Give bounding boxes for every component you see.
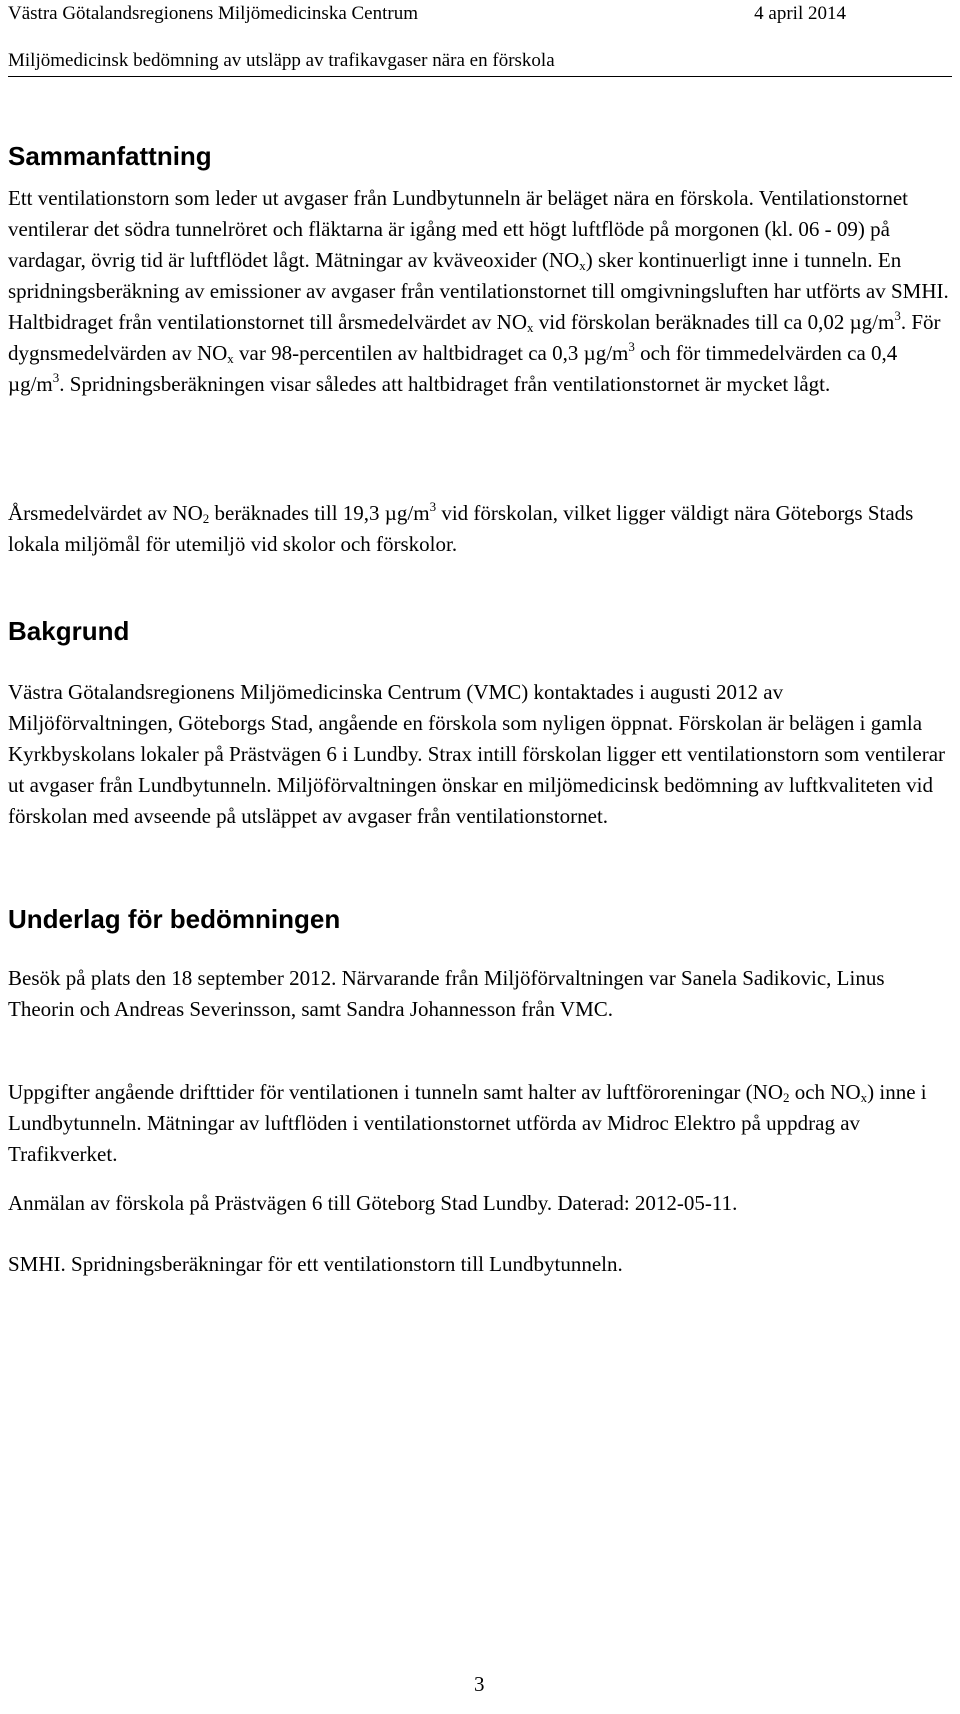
header-organization: Västra Götalandsregionens Miljömedicinska Centrum (8, 3, 418, 24)
text-run: . Spridningsberäkningen visar således att haltbidraget från ventilationstornet är mycket lågt. (59, 372, 831, 396)
underlag-paragraph-3: Anmälan av förskola på Prästvägen 6 till Göteborg Stad Lundby. Daterad: 2012-05-11. (8, 1191, 738, 1215)
header-rule (8, 76, 952, 77)
sammanfattning-paragraph-1 (8, 183, 952, 400)
page-number: 3 (474, 1672, 485, 1696)
underlag-paragraph-1: Besök på plats den 18 september 2012. Närvarande från Miljöförvaltningen var Sanela Sadikovic, Linus Theorin och Andreas Severinsson, samt Sandra Johannesson från VMC. (8, 966, 885, 1021)
header-date: 4 april 2014 (754, 3, 846, 24)
bakgrund-paragraph: Västra Götalandsregionens Miljömedicinska Centrum (VMC) kontaktades i augusti 2012 av Miljöförvaltningen, Göteborgs Stad, angående en förskola som nyligen öppnat. Förskolan är belägen i gamla Kyrkbyskolans lokaler på Prästvägen 6 i Lundby. Strax intill förskolan ligger ett ventilationstorn som ventilerar ut avgaser från Lundbytunneln. Miljöförvaltningen önskar en miljömedicinsk bedömning av luftkvaliteten vid förskolan med avseende på utsläppet av avgaser från ventilationstornet. (8, 680, 946, 828)
subscript: 2 (202, 511, 210, 526)
subscript: x (527, 320, 534, 335)
subscript: 2 (782, 1090, 790, 1105)
header-row-top (8, 2, 846, 26)
underlag-paragraph-4: SMHI. Spridningsberäkningar för ett ventilationstorn till Lundbytunneln. (8, 1252, 623, 1276)
header-row-subtitle (8, 49, 952, 73)
text-run: var 98-percentilen av haltbidraget ca 0,3 µg/m (233, 341, 629, 365)
document-page (8, 0, 952, 1714)
heading-sammanfattning: Sammanfattning (8, 141, 212, 171)
text-run: Uppgifter angående drifttider för ventilationen i tunneln samt halter av luftföroreningar (NO (8, 1080, 783, 1104)
underlag-paragraph-2 (8, 1077, 952, 1170)
superscript: 3 (429, 499, 437, 514)
subscript: x (860, 1090, 868, 1105)
heading-underlag: Underlag för bedömningen (8, 904, 341, 934)
superscript: 3 (628, 339, 635, 354)
heading-bakgrund: Bakgrund (8, 616, 130, 646)
subscript: x (579, 258, 586, 273)
text-run: vid förskolan beräknades till ca 0,02 µg/m (533, 310, 895, 334)
header-subtitle: Miljömedicinsk bedömning av utsläpp av trafikavgaser nära en förskola (8, 50, 555, 71)
text-run: beräknades till 19,3 µg/m (209, 501, 430, 525)
text-run: och för timmedelvärden ca 0,4 µg/m (8, 341, 898, 396)
text-run: ) inne i Lundbytunneln. Mätningar av luftflöden i ventilationstornet utförda av Midroc Elektro på uppdrag av Trafikverket. (8, 1080, 927, 1166)
sammanfattning-paragraph-2 (8, 498, 952, 560)
subscript: x (227, 351, 234, 366)
text-run: ) sker kontinuerligt inne i tunneln. En spridningsberäkning av emissioner av avgaser från ventilationstornet till omgivningsluften har utförts av SMHI. Haltbidraget från ventilationstornet till årsmedelvärdet av NO (8, 248, 949, 334)
text-run: Ett ventilationstorn som leder ut avgaser från Lundbytunneln är beläget nära en förskola. Ventilationstornet ventilerar det södra tunnelröret och fläktarna är igång med ett högt luftflöde på morgonen (kl. 06 - 09) på vardagar, övrig tid är luftflödet lågt. Mätningar av kväveoxider (NO (8, 186, 909, 272)
text-run: vid förskolan, vilket ligger väldigt nära Göteborgs Stads lokala miljömål för utemiljö vid skolor och förskolor. (8, 501, 914, 556)
text-run: . För dygnsmedelvärden av NO (8, 310, 941, 365)
text-run: och NO (789, 1080, 861, 1104)
superscript: 3 (894, 308, 901, 323)
superscript: 3 (52, 370, 60, 385)
text-run: Årsmedelvärdet av NO (8, 501, 203, 525)
